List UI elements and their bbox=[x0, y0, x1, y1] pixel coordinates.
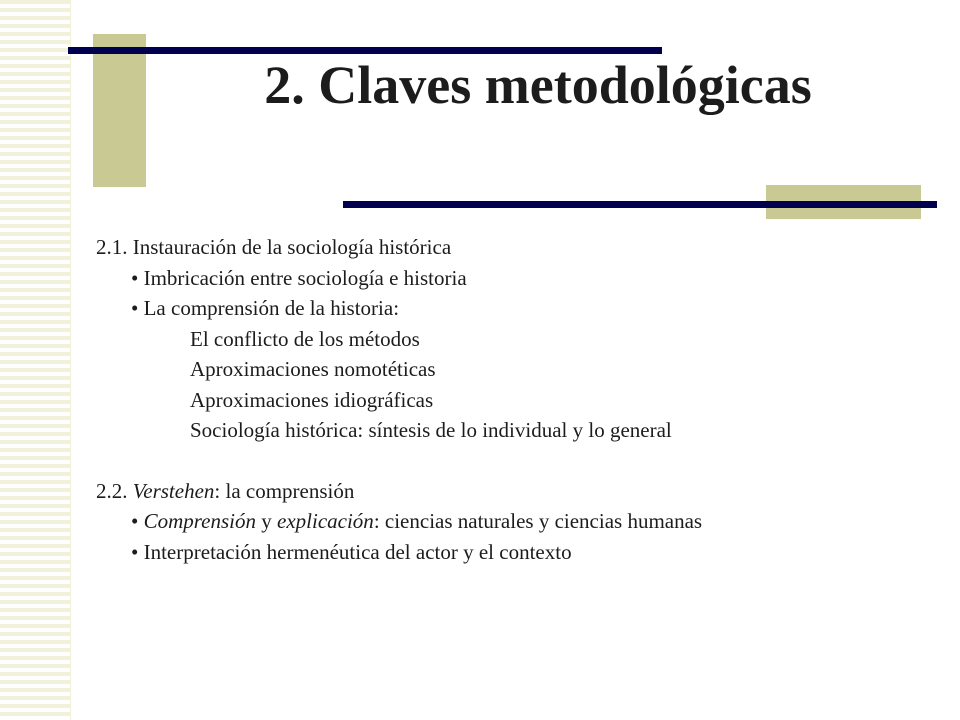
navy-rule-bottom bbox=[343, 201, 937, 208]
text-connector: y bbox=[256, 509, 278, 533]
section-1-heading: 2.1. Instauración de la sociología histórica bbox=[96, 235, 452, 259]
section-1-bullet-1 bbox=[96, 263, 936, 294]
bullet-glyph: • bbox=[131, 539, 139, 564]
slide-title: 2. Claves metodológicas bbox=[264, 55, 812, 115]
section-1-subitem-1: El conflicto de los métodos bbox=[190, 326, 420, 351]
bullet-text: Imbricación entre sociología e historia bbox=[143, 265, 467, 290]
text-rest: : ciencias naturales y ciencias humanas bbox=[373, 509, 703, 533]
section-1-subitem-3: Aproximaciones idiográficas bbox=[190, 387, 434, 412]
italic-term-explicacion: explicación bbox=[277, 509, 374, 533]
bullet-text bbox=[144, 509, 702, 533]
heading-italic-term: Verstehen bbox=[132, 478, 215, 503]
section-2-bullet-2 bbox=[96, 537, 936, 568]
section-2-bullet-1 bbox=[96, 506, 936, 537]
slide-content bbox=[96, 232, 936, 567]
section-1-bullet-2 bbox=[96, 293, 936, 324]
section-1-subitem-2: Aproximaciones nomotéticas bbox=[190, 357, 436, 381]
bullet-glyph: • bbox=[131, 509, 139, 533]
section-2-heading bbox=[96, 476, 936, 507]
olive-accent-block-left bbox=[93, 34, 146, 187]
navy-rule-top bbox=[68, 47, 662, 54]
heading-number: 2.2. bbox=[96, 478, 133, 503]
italic-term-comprension: Comprensión bbox=[143, 509, 257, 533]
bullet-glyph: • bbox=[131, 265, 139, 290]
bullet-text: La comprensión de la historia: bbox=[143, 296, 400, 320]
section-spacer bbox=[96, 446, 936, 476]
bullet-glyph: • bbox=[131, 296, 139, 320]
bullet-text: Interpretación hermenéutica del actor y el contexto bbox=[143, 539, 572, 564]
heading-rest: : la comprensión bbox=[214, 478, 355, 503]
left-stripe-decoration bbox=[0, 0, 71, 720]
section-1-subitem-4: Sociología histórica: síntesis de lo individual y lo general bbox=[190, 418, 672, 442]
